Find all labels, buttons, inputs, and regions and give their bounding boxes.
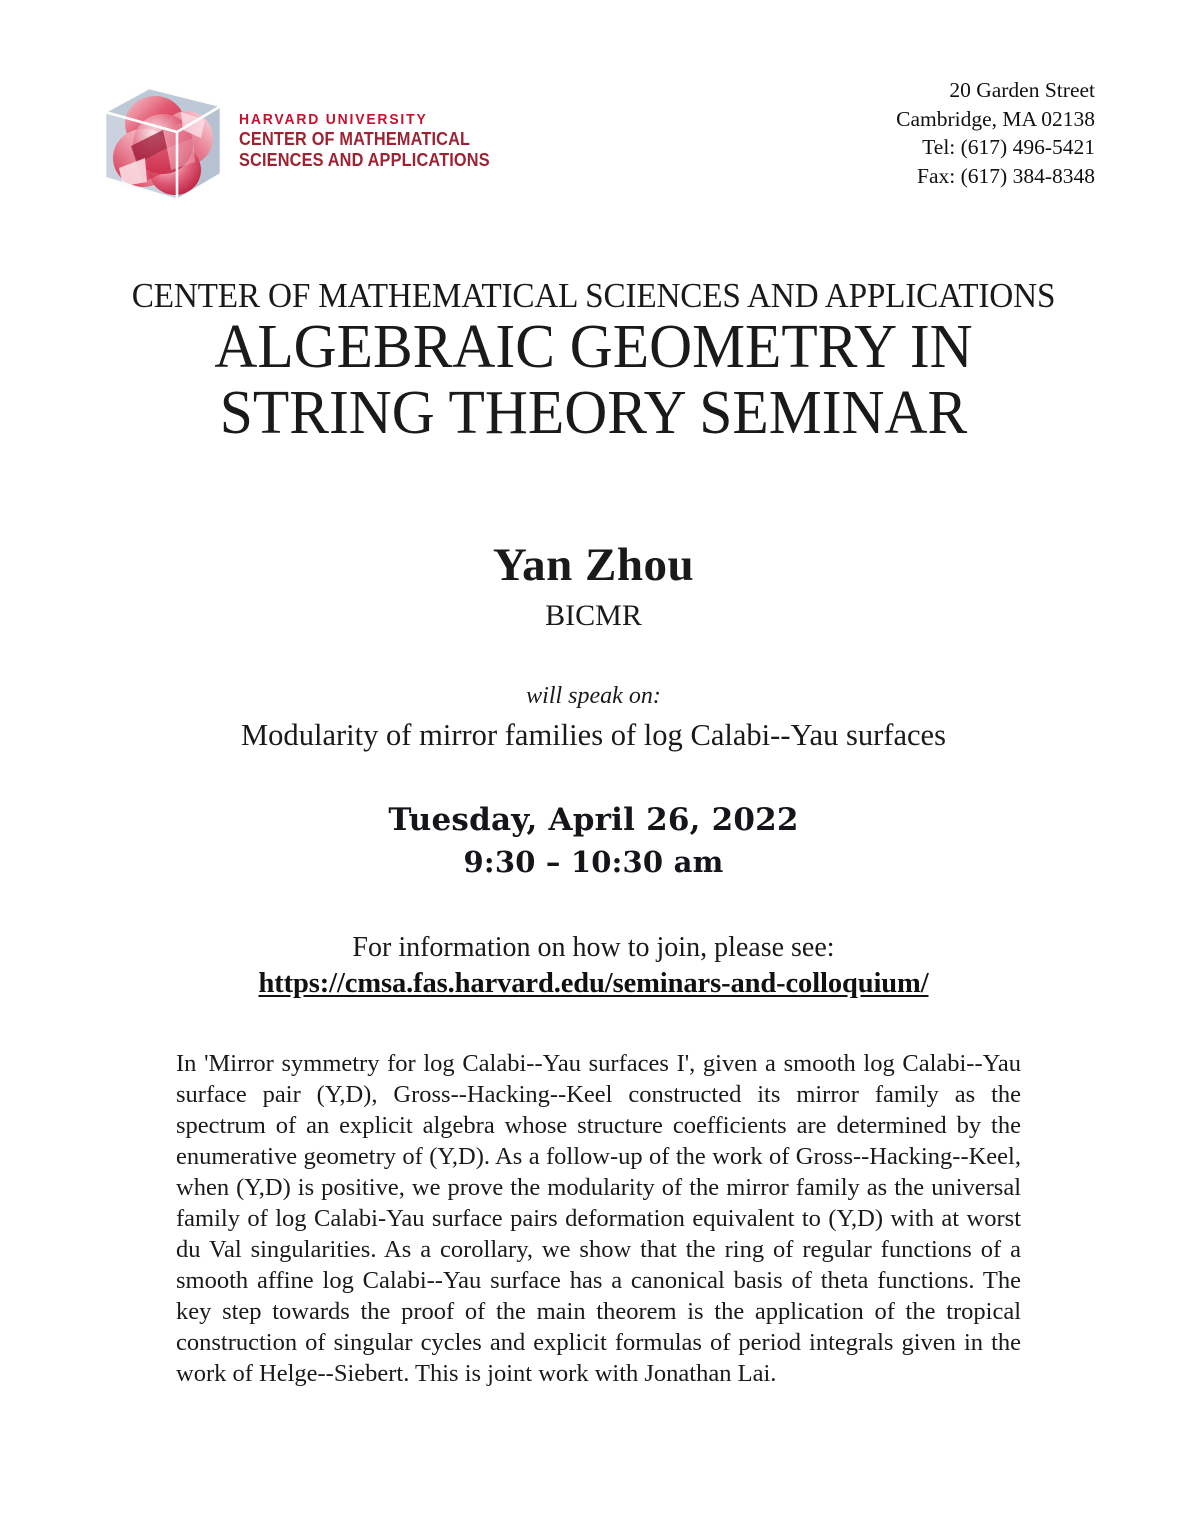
talk-title: Modularity of mirror families of log Calabi--Yau surfaces [241, 716, 946, 752]
seminars-colloquium-link[interactable]: https://cmsa.fas.harvard.edu/seminars-and-colloquium/ [258, 968, 929, 999]
speaker-name: Yan Zhou [492, 539, 695, 591]
abstract-text: In 'Mirror symmetry for log Calabi--Yau surfaces I', given a smooth log Calabi--Yau surface pair (Y,D), Gross--Hacking--Keel constructed its mirror family as the spectrum of an explicit algebra whose structure coefficients are determined by the enumerative geometry of (Y,D). As a follow-up of the work of Gross--Hacking--Keel, when (Y,D) is positive, we prove the modularity of the mirror family as the universal family of log Calabi-Yau surface pairs deformation equivalent to (Y,D) with at worst du Val singularities. As a corollary, we show that the ring of regular functions of a smooth affine log Calabi--Yau surface has a canonical basis of theta functions. The key step towards the proof of the main theorem is the application of the tropical construction of singular cycles and explicit formulas of period integrals given in the work of Helge--Siebert. This is joint work with Jonathan Lai. [176, 1050, 1021, 1387]
will-speak-on-label: will speak on: [526, 683, 661, 709]
join-info-block [0, 930, 1187, 1000]
cmsa-logo [97, 72, 524, 208]
wordmark-center-line-1: CENTER OF MATHEMATICAL [239, 128, 471, 150]
address-street: 20 Garden Street [949, 78, 1095, 102]
event-date: Tuesday, April 26, 2022 [388, 802, 799, 838]
cmsa-wordmark [239, 112, 524, 171]
address-block [896, 76, 1095, 190]
event-time: 9:30 – 10:30 am [463, 844, 724, 879]
cmsa-calabi-yau-cube-logo-icon [97, 72, 229, 208]
seminar-series-line-2: STRING THEORY SEMINAR [219, 378, 968, 447]
join-instructions: For information on how to join, please see: [352, 932, 835, 963]
speaker-affiliation: BICMR [545, 598, 642, 632]
when-block [0, 802, 1187, 880]
letterhead [0, 0, 1187, 230]
address-telephone: Tel: (617) 496-5421 [922, 135, 1095, 160]
address-fax: Fax: (617) 384-8348 [917, 163, 1095, 188]
speaker-block [0, 540, 1187, 634]
wordmark-harvard-university: HARVARD UNIVERSITY [239, 111, 428, 128]
wordmark-center-line-2: SCIENCES AND APPLICATIONS [239, 149, 490, 171]
seminar-series-line-1: ALGEBRAIC GEOMETRY IN [214, 313, 973, 382]
address-city-state-zip: Cambridge, MA 02138 [896, 106, 1095, 131]
seminar-headline [0, 276, 1187, 447]
talk-block [0, 682, 1187, 755]
organization-name: CENTER OF MATHEMATICAL SCIENCES AND APPLICATIONS [131, 276, 1056, 315]
